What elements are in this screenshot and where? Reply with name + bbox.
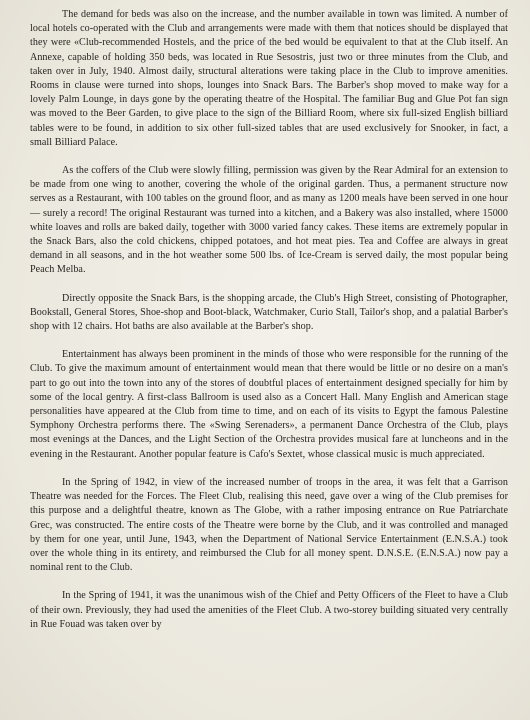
- paragraph-garrison-theatre: In the Spring of 1942, in view of the increased number of troops in the area, it was felt that a Garrison Theatre was needed for the Forces. The Fleet Club, realising this need, gave over a wing of the Club premises for this purpose and a delightful theatre, known as The Globe, with a rather imposing entrance on Rue Patriarchate Grec, was constructed. The entire costs of the Theatre were borne by the Club, and it was controlled and managed by them for one year, until June, 1943, when the Department of National Service Entertainment (E.N.S.A.) took over the whole thing in its entirety, and reimbursed the Club for all money spent. D.N.S.E. (E.N.S.A.) now pay a nominal rent to the Club.: [30, 476, 508, 574]
- paragraph-beds-and-annexe: The demand for beds was also on the increase, and the number available in town was limited. A number of local hotels co-operated with the Club and arrangements were made with them that notices should be displayed that they were «Club-recommended Hostels, and the price of the bed would be equivalent to that at the Club itself. An Annexe, capable of holding 350 beds, was located in Rue Sesostris, just two or three minutes from the Club, and taken over in July, 1940. Almost daily, structural alterations were taking place in the Club to improve amenities. Rooms in clause were turned into shops, lounges into Snack Bars. The Barber's shop moved to make way for a lovely Palm Lounge, in days gone by the operating theatre of the Hospital. The familiar Bug and Glue Pot fan sign was moved to the Beer Garden, to give place to the sign of the Billiard Room, where six full-sized English billiard tables were to be found, in addition to six other full-sized tables that are used exclusively for Snooker, in fact, a small Billiard Palace.: [30, 9, 508, 148]
- paragraph-restaurant-and-bakery: As the coffers of the Club were slowly filling, permission was given by the Rear Admiral for an extension to be made from one wing to another, covering the whole of the original garden. Thus, a permanent structure now serves as a Restaurant, with 100 tables on the ground floor, and as many as 1200 meals have been served in one hour — surely a record! The original Restaurant was turned into a kitchen, and a Bakery was also installed, where 15000 white loaves and rolls are baked daily, together with 3000 varied fancy cakes. These items are extremely popular in the Snack Bars, also the cold chickens, chipped potatoes, and hot meat pies. Tea and Coffee are always in great demand in all seasons, and in the hot weather some 500 lbs. of Ice-Cream is served daily, the most popular being Peach Melba.: [30, 165, 508, 276]
- paragraph-petty-officers-club: In the Spring of 1941, it was the unanimous wish of the Chief and Petty Officers of the Fleet to have a Club of their own. Previously, they had used the amenities of the Fleet Club. A two-storey building situated very centrally in Rue Fouad was taken over by: [30, 590, 508, 630]
- paragraph-entertainment: Entertainment has always been prominent in the minds of those who were responsible for the running of the Club. To give the maximum amount of entertainment would mean that there would be little or no desire on a man's part to go out into the town into any of the stores of doubtful places of entertainment designed specially for him by some of the local gentry. A first-class Ballroom is used also as a Concert Hall. Many English and American stage personalities have appeared at the Club from time to time, and on each of its visits to Egypt the famous Palestine Symphony Orchestra performs there. The «Swing Serenaders», a permanent Dance Orchestra of the Club, plays most evenings at the Dances, and the Light Section of the Orchestra provides musical fare at luncheons and in the evening in the Restaurant. Another popular feature is Cafo's Sextet, whose classical music is much appreciated.: [30, 349, 508, 460]
- paragraph-shopping-arcade: Directly opposite the Snack Bars, is the shopping arcade, the Club's High Street, consisting of Photographer, Bookstall, General Stores, Shoe-shop and Boot-black, Watchmaker, Curio Stall, Tailor's shop, and a palatial Barber's shop with 12 chairs. Hot baths are also available at the Barber's shop.: [30, 292, 508, 333]
